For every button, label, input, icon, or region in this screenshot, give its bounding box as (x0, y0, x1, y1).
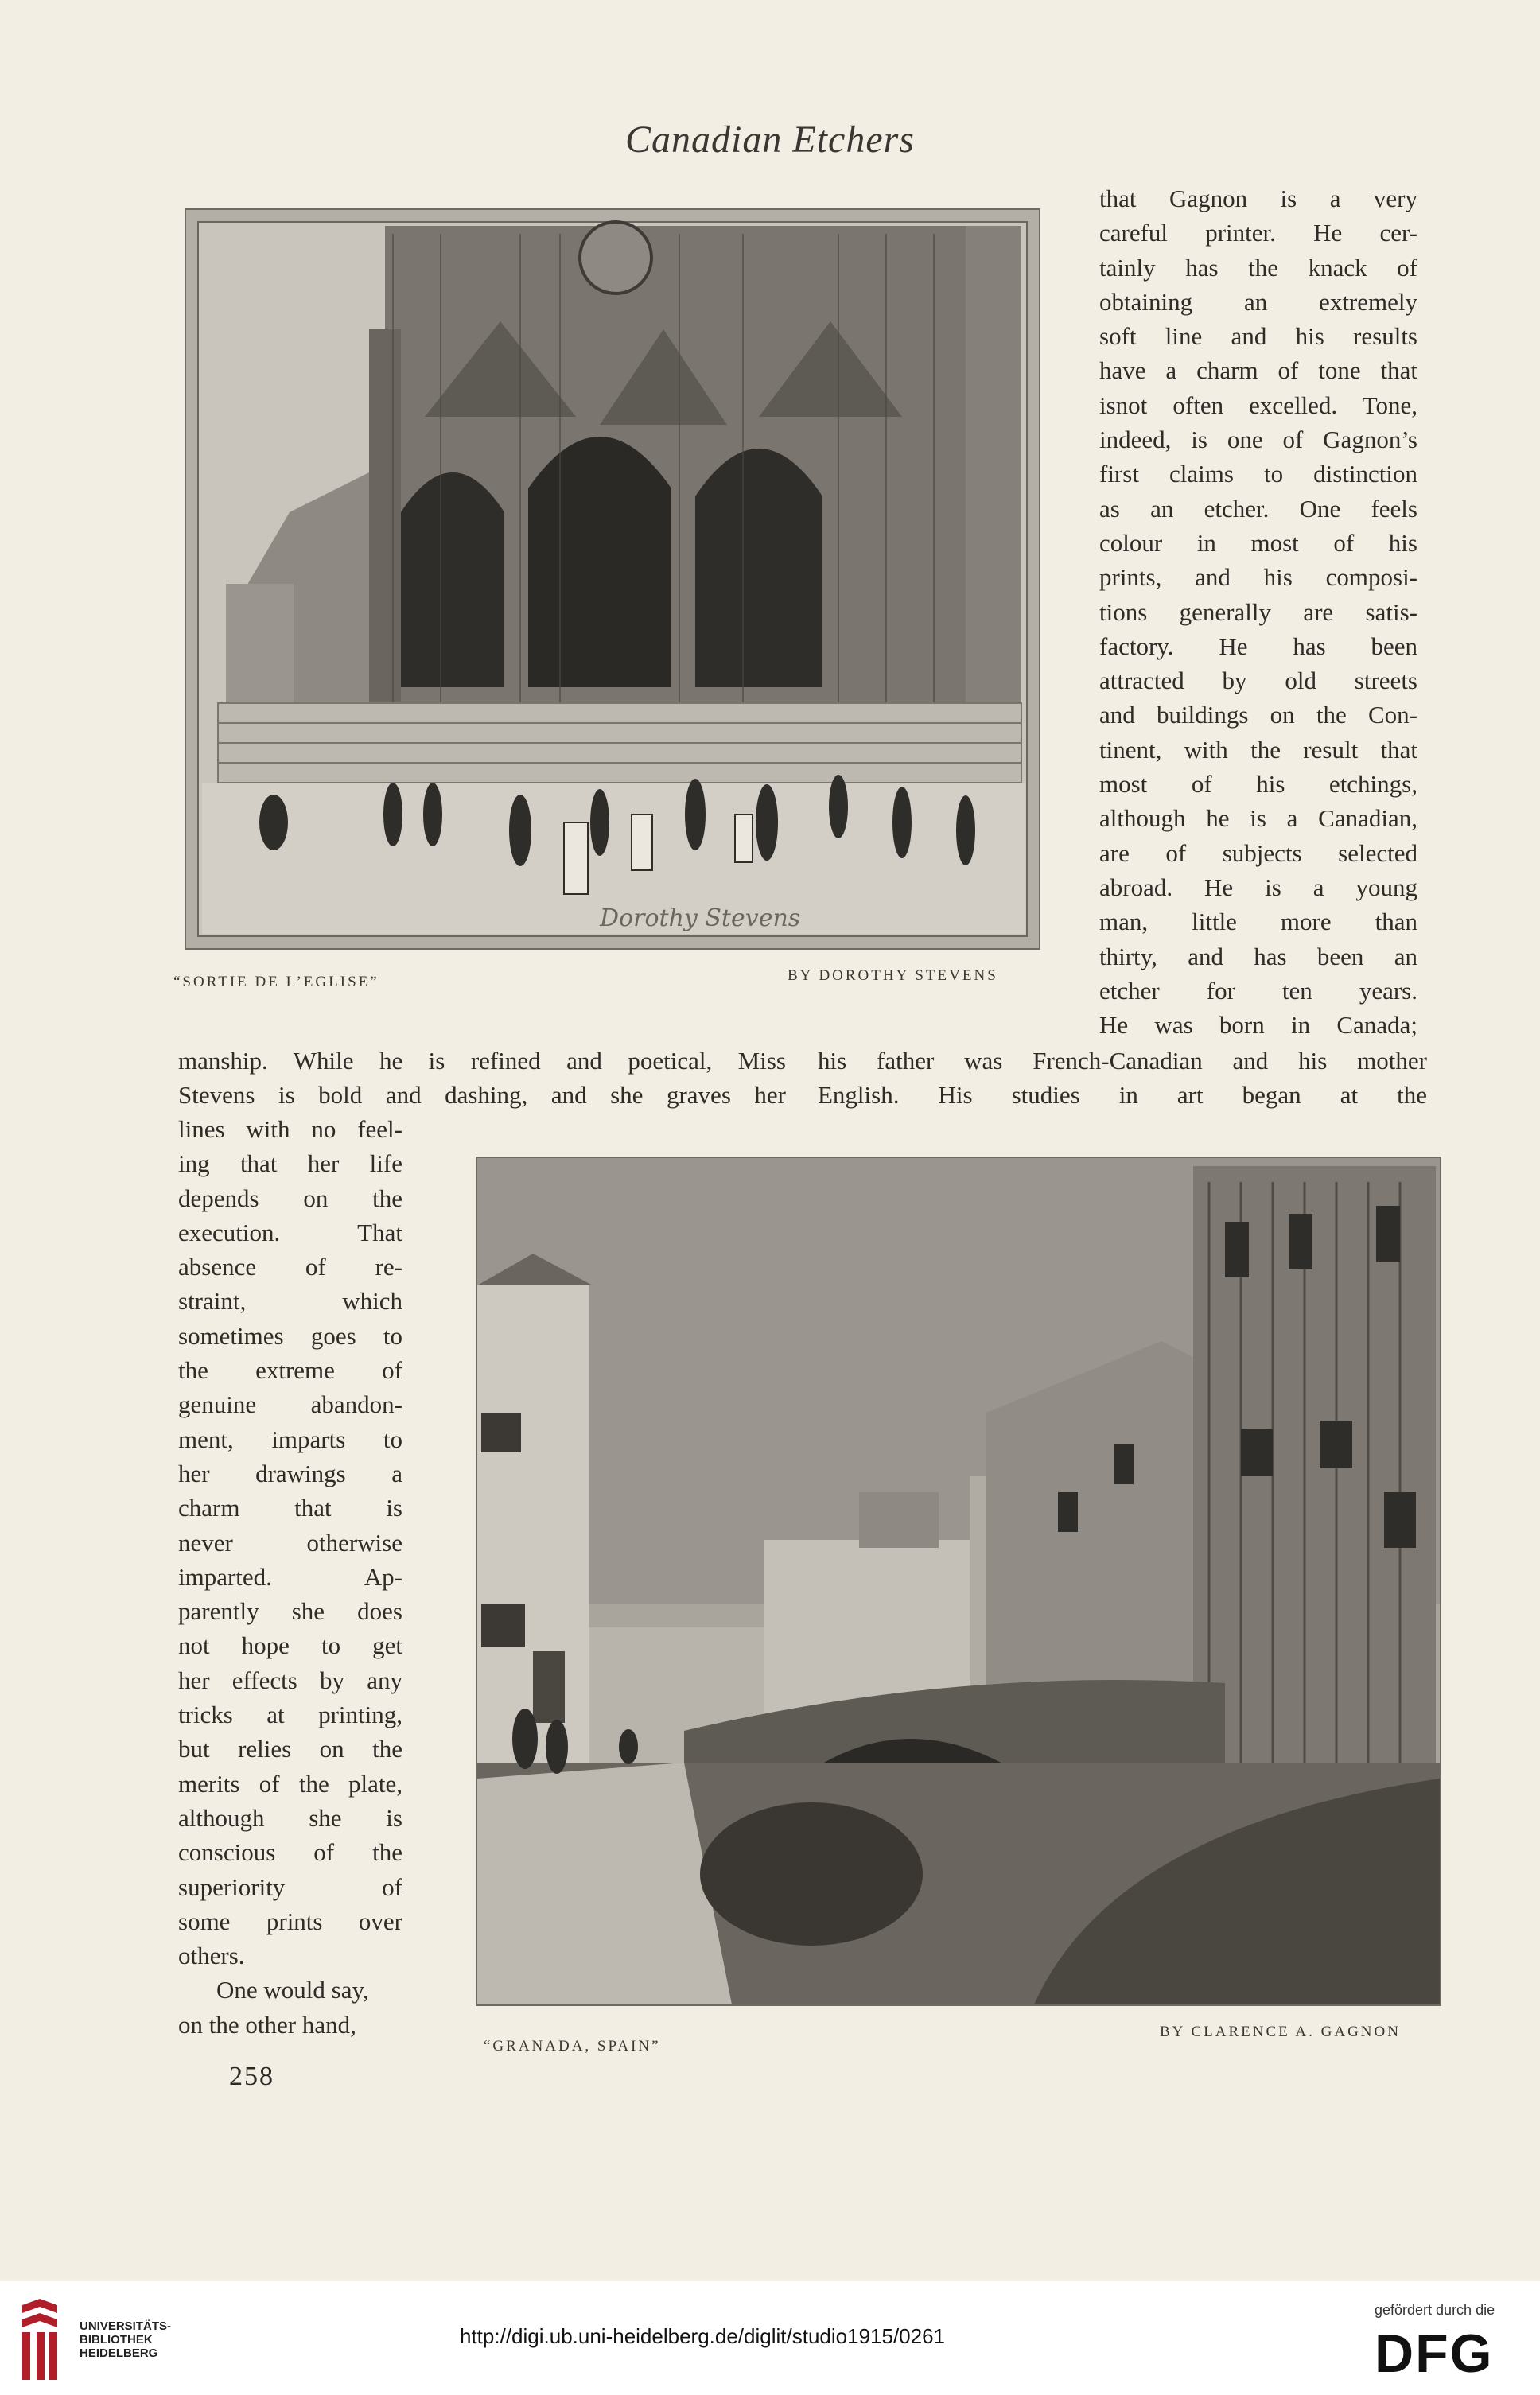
text-line: careful printer. He cer- (1099, 219, 1418, 247)
text-line: factory. He has been (1099, 632, 1418, 660)
library-logo-icon (16, 2297, 64, 2385)
text-line: never otherwise (178, 1528, 402, 1557)
figure1-caption-title: “SORTIE DE L’EGLISE” (173, 974, 379, 990)
cathedral-illustration (186, 210, 1039, 948)
text-line: genuine abandon- (178, 1390, 402, 1419)
library-line: UNIVERSITÄTS- (80, 2319, 172, 2333)
text-line: as an etcher. One feels (1099, 494, 1418, 523)
figure2-caption-title: “GRANADA, SPAIN” (484, 2038, 661, 2055)
text-line: most of his etchings, (1099, 770, 1418, 799)
text-line: parently she does (178, 1597, 402, 1626)
text-line: tions generally are satis- (1099, 597, 1418, 626)
text-line: superiority of (178, 1872, 402, 1901)
text-line: ing that her life (178, 1149, 402, 1178)
text-line: have a charm of tone that (1099, 356, 1418, 385)
text-line: lines with no feel- (178, 1115, 402, 1143)
text-line: etcher for ten years. (1099, 976, 1418, 1005)
text-line: are of subjects selected (1099, 838, 1418, 867)
text-line: tricks at printing, (178, 1701, 402, 1729)
etching-sortie-de-leglise (185, 208, 1040, 950)
text-line: straint, which (178, 1287, 402, 1316)
dfg-logo: DFG (1375, 2323, 1494, 2384)
library-name (80, 2319, 171, 2360)
text-line: absence of re- (178, 1253, 402, 1281)
figure2-caption-artist: BY CLARENCE A. GAGNON (1160, 2024, 1401, 2040)
page-number: 258 (229, 2062, 274, 2091)
text-line: his father was French-Canadian and his mother (818, 1047, 1427, 1075)
text-line: that Gagnon is a very (1099, 185, 1418, 212)
text-line: ment, imparts to (178, 1425, 402, 1453)
text-line: prints, and his composi- (1099, 563, 1418, 592)
text-line: others. (178, 1942, 245, 1970)
text-line: indeed, is one of Gagnon’s (1099, 426, 1418, 454)
permalink-url[interactable]: http://digi.ub.uni-heidelberg.de/diglit/studio1915/0261 (460, 2324, 946, 2348)
left-wide-text (178, 1044, 786, 1113)
text-line: One would say, (216, 1976, 369, 2004)
right-column-text (1099, 181, 1418, 1042)
text-line: abroad. He is a young (1099, 873, 1418, 901)
text-line: and buildings on the Con- (1099, 701, 1418, 729)
text-line: Stevens is bold and dashing, and she graves her (178, 1081, 786, 1110)
text-line: English. His studies in art began at the (818, 1081, 1427, 1110)
library-line: BIBLIOTHEK (80, 2333, 153, 2346)
text-line: her effects by any (178, 1666, 402, 1694)
text-line: not hope to get (178, 1631, 402, 1660)
figure1-caption-artist: BY DOROTHY STEVENS (788, 967, 998, 984)
funded-by-label: gefördert durch die (1375, 2302, 1495, 2318)
text-line: imparted. Ap- (178, 1562, 402, 1591)
text-line: the extreme of (178, 1356, 402, 1385)
text-line: obtaining an extremely (1099, 287, 1418, 316)
text-line: attracted by old streets (1099, 667, 1418, 695)
left-column-text (178, 1112, 402, 2042)
text-line: tinent, with the result that (1099, 735, 1418, 764)
text-line: her drawings a (178, 1459, 402, 1487)
text-line: merits of the plate, (178, 1769, 402, 1798)
text-line: man, little more than (1099, 908, 1418, 936)
text-line: isnot often excelled. Tone, (1099, 391, 1418, 419)
text-line: colour in most of his (1099, 528, 1418, 557)
granada-illustration (477, 1158, 1440, 2004)
text-line: sometimes goes to (178, 1321, 402, 1350)
text-line: tainly has the knack of (1099, 253, 1418, 282)
text-line: conscious of the (178, 1838, 402, 1867)
text-line: depends on the (178, 1184, 402, 1212)
text-line: soft line and his results (1099, 322, 1418, 351)
viewer-footer (0, 2281, 1540, 2395)
text-line: first claims to distinction (1099, 460, 1418, 488)
text-line: manship. While he is refined and poetical, Miss (178, 1047, 786, 1075)
right-wide-text (818, 1044, 1427, 1113)
text-line: although he is a Canadian, (1099, 804, 1418, 833)
artist-signature: Dorothy Stevens (600, 904, 801, 932)
text-line: execution. That (178, 1218, 402, 1246)
text-line: He was born in Canada; (1099, 1011, 1418, 1040)
text-line: but relies on the (178, 1735, 402, 1763)
text-line: although she is (178, 1803, 402, 1832)
text-line: on the other hand, (178, 2010, 356, 2039)
etching-granada-spain (476, 1157, 1441, 2006)
text-line: thirty, and has been an (1099, 942, 1418, 970)
text-line: charm that is (178, 1494, 402, 1522)
library-line: HEIDELBERG (80, 2346, 158, 2360)
text-line: some prints over (178, 1907, 402, 1935)
running-title: Canadian Etchers (625, 119, 915, 161)
